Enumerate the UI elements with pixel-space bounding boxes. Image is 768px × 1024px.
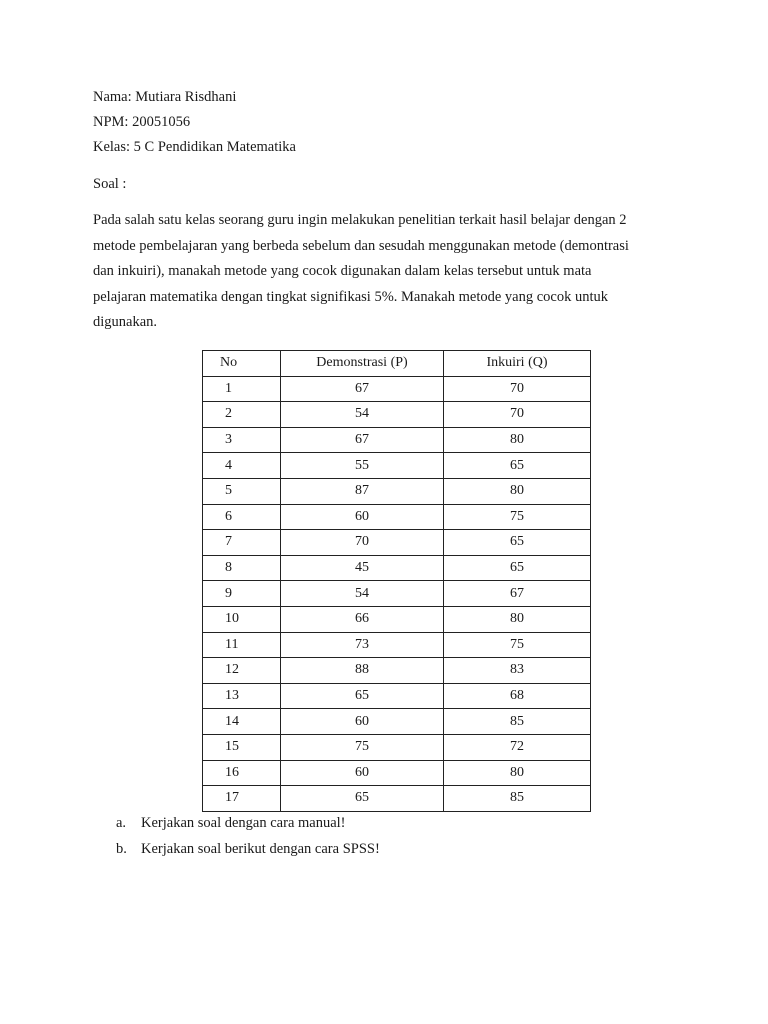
student-class: Kelas: 5 C Pendidikan Matematika bbox=[93, 139, 296, 155]
task-marker: a. bbox=[116, 815, 127, 831]
cell-inkuiri: 72 bbox=[444, 734, 591, 760]
cell-no: 3 bbox=[203, 427, 281, 453]
task-text: Kerjakan soal berikut dengan cara SPSS! bbox=[141, 841, 380, 857]
table-row bbox=[203, 504, 591, 530]
cell-demonstrasi: 65 bbox=[281, 786, 444, 812]
cell-inkuiri: 83 bbox=[444, 658, 591, 684]
table-row bbox=[203, 786, 591, 812]
student-npm: NPM: 20051056 bbox=[93, 114, 191, 130]
cell-inkuiri: 80 bbox=[444, 606, 591, 632]
table-row bbox=[203, 606, 591, 632]
task-text: Kerjakan soal dengan cara manual! bbox=[141, 815, 346, 831]
cell-inkuiri: 80 bbox=[444, 478, 591, 504]
cell-demonstrasi: 55 bbox=[281, 453, 444, 479]
table-row bbox=[203, 376, 591, 402]
cell-demonstrasi: 54 bbox=[281, 581, 444, 607]
cell-demonstrasi: 60 bbox=[281, 709, 444, 735]
table-row bbox=[203, 530, 591, 556]
cell-no: 6 bbox=[203, 504, 281, 530]
cell-inkuiri: 65 bbox=[444, 453, 591, 479]
cell-inkuiri: 70 bbox=[444, 402, 591, 428]
question-line: Pada salah satu kelas seorang guru ingin melakukan penelitian terkait hasil belajar dengan 2 bbox=[93, 212, 627, 228]
cell-no: 1 bbox=[203, 376, 281, 402]
cell-no: 16 bbox=[203, 760, 281, 786]
question-line: digunakan. bbox=[93, 314, 158, 330]
table-row bbox=[203, 683, 591, 709]
question-label: Soal : bbox=[93, 176, 127, 192]
cell-no: 17 bbox=[203, 786, 281, 812]
table-row bbox=[203, 427, 591, 453]
cell-no: 9 bbox=[203, 581, 281, 607]
table-row bbox=[203, 453, 591, 479]
cell-inkuiri: 75 bbox=[444, 504, 591, 530]
cell-inkuiri: 75 bbox=[444, 632, 591, 658]
cell-demonstrasi: 75 bbox=[281, 734, 444, 760]
table-row bbox=[203, 734, 591, 760]
table-row bbox=[203, 478, 591, 504]
question-text bbox=[93, 208, 653, 336]
question-line: dan inkuiri), manakah metode yang cocok digunakan dalam kelas tersebut untuk mata bbox=[93, 263, 592, 279]
cell-no: 8 bbox=[203, 555, 281, 581]
cell-demonstrasi: 88 bbox=[281, 658, 444, 684]
table-row bbox=[203, 709, 591, 735]
cell-demonstrasi: 70 bbox=[281, 530, 444, 556]
task-item bbox=[116, 839, 380, 859]
cell-no: 13 bbox=[203, 683, 281, 709]
cell-demonstrasi: 67 bbox=[281, 427, 444, 453]
cell-no: 15 bbox=[203, 734, 281, 760]
column-header-demonstrasi: Demonstrasi (P) bbox=[281, 351, 444, 377]
cell-inkuiri: 67 bbox=[444, 581, 591, 607]
table-row bbox=[203, 632, 591, 658]
cell-no: 2 bbox=[203, 402, 281, 428]
cell-demonstrasi: 67 bbox=[281, 376, 444, 402]
cell-no: 12 bbox=[203, 658, 281, 684]
cell-demonstrasi: 60 bbox=[281, 504, 444, 530]
cell-no: 5 bbox=[203, 478, 281, 504]
cell-no: 10 bbox=[203, 606, 281, 632]
cell-demonstrasi: 66 bbox=[281, 606, 444, 632]
cell-inkuiri: 80 bbox=[444, 427, 591, 453]
cell-demonstrasi: 73 bbox=[281, 632, 444, 658]
cell-no: 7 bbox=[203, 530, 281, 556]
table-body bbox=[203, 376, 591, 811]
question-line: metode pembelajaran yang berbeda sebelum dan sesudah menggunakan metode (demontrasi bbox=[93, 237, 629, 254]
table-row bbox=[203, 658, 591, 684]
cell-inkuiri: 65 bbox=[444, 555, 591, 581]
table-row bbox=[203, 760, 591, 786]
task-item bbox=[116, 813, 346, 833]
cell-demonstrasi: 65 bbox=[281, 683, 444, 709]
question-line: pelajaran matematika dengan tingkat signifikasi 5%. Manakah metode yang cocok untuk bbox=[93, 288, 608, 305]
cell-demonstrasi: 45 bbox=[281, 555, 444, 581]
student-name: Nama: Mutiara Risdhani bbox=[93, 89, 237, 105]
cell-inkuiri: 85 bbox=[444, 786, 591, 812]
cell-demonstrasi: 54 bbox=[281, 402, 444, 428]
table-row bbox=[203, 402, 591, 428]
cell-no: 11 bbox=[203, 632, 281, 658]
table-row bbox=[203, 581, 591, 607]
table-row bbox=[203, 555, 591, 581]
cell-inkuiri: 70 bbox=[444, 376, 591, 402]
score-table bbox=[202, 350, 591, 812]
cell-no: 4 bbox=[203, 453, 281, 479]
cell-inkuiri: 85 bbox=[444, 709, 591, 735]
cell-inkuiri: 65 bbox=[444, 530, 591, 556]
column-header-inkuiri: Inkuiri (Q) bbox=[444, 351, 591, 377]
column-header-no: No bbox=[203, 351, 281, 377]
table-header-row bbox=[203, 351, 591, 377]
task-marker: b. bbox=[116, 841, 127, 857]
cell-inkuiri: 80 bbox=[444, 760, 591, 786]
cell-inkuiri: 68 bbox=[444, 683, 591, 709]
cell-demonstrasi: 60 bbox=[281, 760, 444, 786]
cell-no: 14 bbox=[203, 709, 281, 735]
cell-demonstrasi: 87 bbox=[281, 478, 444, 504]
